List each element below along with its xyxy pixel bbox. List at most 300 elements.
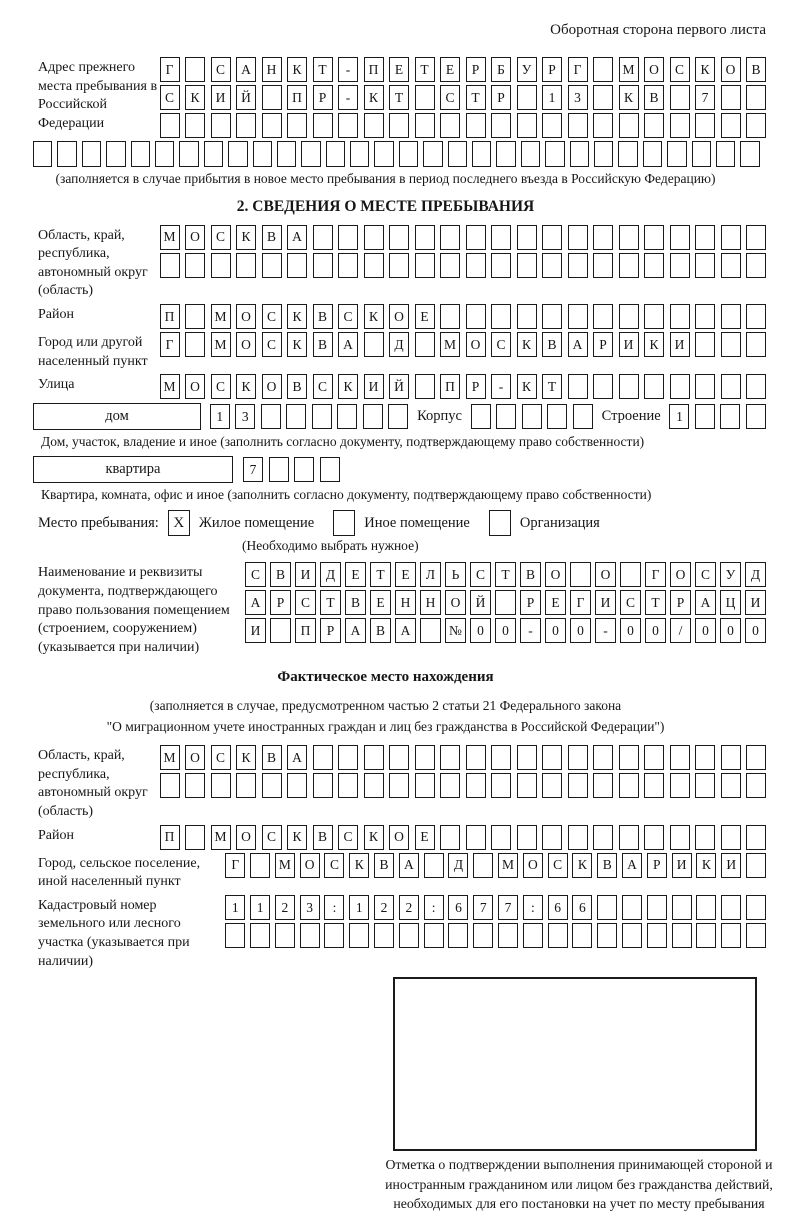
char-cell	[542, 113, 562, 138]
char-cell	[619, 304, 639, 329]
cadastral-cells	[225, 895, 766, 948]
char-cell: Г	[570, 590, 591, 615]
char-cell: К	[644, 332, 664, 357]
actual-region-label: Область, край, республика, автономный округ (область)	[38, 748, 148, 820]
char-cell	[670, 85, 690, 110]
char-cell: 0	[545, 618, 566, 643]
char-cell: 2	[374, 895, 394, 920]
char-cell: Т	[542, 374, 562, 399]
char-cell: О	[595, 562, 616, 587]
char-cell	[440, 225, 460, 250]
char-cell: С	[262, 332, 282, 357]
char-cell: Е	[345, 562, 366, 587]
char-cell	[721, 113, 741, 138]
char-cell	[294, 457, 314, 482]
char-cell	[338, 113, 358, 138]
char-cell	[517, 745, 537, 770]
char-cell	[517, 773, 537, 798]
char-cell: 1	[210, 404, 230, 429]
char-cell: О	[466, 332, 486, 357]
region-field	[5, 225, 766, 301]
char-cell	[619, 773, 639, 798]
char-cell: О	[644, 57, 664, 82]
char-cell	[466, 113, 486, 138]
char-cell	[466, 825, 486, 850]
char-cell	[415, 332, 435, 357]
char-cell: 0	[495, 618, 516, 643]
char-cell: Б	[491, 57, 511, 82]
district-row	[160, 304, 767, 329]
char-cell: О	[523, 853, 543, 878]
char-cell: 0	[470, 618, 491, 643]
char-cell: И	[619, 332, 639, 357]
char-cell	[523, 923, 543, 948]
char-cell: 6	[572, 895, 592, 920]
char-cell	[448, 141, 467, 167]
char-cell	[262, 113, 282, 138]
document-row-2	[245, 590, 766, 615]
char-cell	[670, 745, 690, 770]
char-cell: П	[364, 57, 384, 82]
char-cell	[491, 113, 511, 138]
char-cell: К	[517, 332, 537, 357]
char-cell	[746, 374, 766, 399]
char-cell	[415, 773, 435, 798]
prev-address-label: Адрес прежнего места пребывания в Российской Федерации	[38, 60, 158, 131]
char-cell	[415, 745, 435, 770]
char-cell	[423, 141, 442, 167]
char-cell	[496, 404, 516, 429]
char-cell	[300, 923, 320, 948]
char-cell: С	[313, 374, 333, 399]
char-cell	[466, 745, 486, 770]
char-cell: 1	[225, 895, 245, 920]
char-cell	[313, 225, 333, 250]
char-cell	[338, 253, 358, 278]
char-cell	[337, 404, 357, 429]
char-cell	[324, 923, 344, 948]
actual-location-note-2: "О миграционном учете иностранных граждан и лиц без гражданства в Российской Федерации")	[106, 719, 665, 735]
char-cell	[568, 745, 588, 770]
char-cell	[643, 141, 662, 167]
actual-city-cells	[225, 853, 766, 878]
char-cell	[547, 404, 567, 429]
char-cell	[160, 113, 180, 138]
char-cell	[491, 225, 511, 250]
city-label: Город или другой населенный пункт	[38, 334, 148, 369]
char-cell: А	[236, 57, 256, 82]
house-caption: Дом, участок, владение и иное (заполнить согласно документу, подтверждающему право собственности)	[41, 434, 645, 450]
char-cell: В	[746, 57, 766, 82]
char-cell: Ь	[445, 562, 466, 587]
char-cell: В	[370, 618, 391, 643]
char-cell: Е	[440, 57, 460, 82]
char-cell	[185, 253, 205, 278]
char-cell	[568, 825, 588, 850]
char-cell	[746, 332, 766, 357]
char-cell: К	[287, 304, 307, 329]
char-cell	[364, 773, 384, 798]
char-cell: К	[287, 57, 307, 82]
char-cell	[695, 332, 715, 357]
char-cell: С	[620, 590, 641, 615]
char-cell	[572, 923, 592, 948]
korpus-cells	[471, 404, 593, 429]
char-cell	[545, 141, 564, 167]
stay-type-note: (Необходимо выбрать нужное)	[242, 538, 419, 554]
char-cell	[517, 225, 537, 250]
char-cell	[313, 253, 333, 278]
char-cell: К	[572, 853, 592, 878]
char-cell: Й	[470, 590, 491, 615]
char-cell	[185, 825, 205, 850]
char-cell	[185, 773, 205, 798]
stay-type-row	[38, 510, 766, 536]
char-cell	[261, 404, 281, 429]
char-cell	[644, 225, 664, 250]
section2-title: 2. СВЕДЕНИЯ О МЕСТЕ ПРЕБЫВАНИЯ	[236, 197, 535, 215]
street-field	[5, 374, 766, 399]
char-cell: 3	[300, 895, 320, 920]
stroenie-cells	[669, 404, 766, 429]
char-cell: :	[523, 895, 543, 920]
char-cell: У	[517, 57, 537, 82]
char-cell	[313, 773, 333, 798]
char-cell	[721, 895, 741, 920]
char-cell	[364, 745, 384, 770]
char-cell	[269, 457, 289, 482]
char-cell	[389, 253, 409, 278]
char-cell: 0	[620, 618, 641, 643]
char-cell: Г	[160, 332, 180, 357]
street-cells	[160, 374, 767, 399]
char-cell	[415, 85, 435, 110]
actual-location-note-1: (заполняется в случае, предусмотренном частью 2 статьи 21 Федерального закона	[149, 698, 622, 714]
char-cell	[721, 773, 741, 798]
char-cell: Р	[313, 85, 333, 110]
char-cell	[542, 225, 562, 250]
char-cell	[374, 923, 394, 948]
char-cell: Е	[395, 562, 416, 587]
char-cell: П	[160, 825, 180, 850]
char-cell: 7	[473, 895, 493, 920]
char-cell	[695, 825, 715, 850]
apartment-cells	[243, 457, 340, 482]
char-cell: Г	[225, 853, 245, 878]
char-cell: Т	[313, 57, 333, 82]
char-cell	[250, 853, 270, 878]
char-cell: О	[300, 853, 320, 878]
char-cell	[619, 825, 639, 850]
char-cell: 0	[720, 618, 741, 643]
char-cell: Р	[270, 590, 291, 615]
char-cell	[670, 113, 690, 138]
char-cell	[236, 113, 256, 138]
char-cell: Р	[466, 374, 486, 399]
char-cell	[262, 85, 282, 110]
house-box: дом	[33, 403, 201, 430]
char-cell	[542, 825, 562, 850]
char-cell	[496, 141, 515, 167]
char-cell	[644, 745, 664, 770]
char-cell: С	[338, 304, 358, 329]
char-cell	[568, 225, 588, 250]
char-cell: С	[338, 825, 358, 850]
char-cell: О	[545, 562, 566, 587]
char-cell: В	[644, 85, 664, 110]
char-cell	[211, 773, 231, 798]
char-cell	[389, 745, 409, 770]
char-cell: У	[720, 562, 741, 587]
char-cell: И	[245, 618, 266, 643]
char-cell	[619, 253, 639, 278]
char-cell: В	[542, 332, 562, 357]
char-cell: И	[672, 853, 692, 878]
char-cell	[619, 225, 639, 250]
char-cell	[542, 773, 562, 798]
char-cell	[286, 404, 306, 429]
char-cell	[568, 113, 588, 138]
region-cells	[160, 225, 767, 278]
actual-city-field	[5, 853, 766, 892]
char-cell: А	[245, 590, 266, 615]
document-label: Наименование и реквизиты документа, подтверждающего право пользования помещением (строением, сооружением) (указывается при наличии)	[38, 565, 230, 655]
char-cell: К	[364, 85, 384, 110]
char-cell	[364, 332, 384, 357]
document-field	[5, 562, 766, 657]
char-cell: О	[445, 590, 466, 615]
char-cell: И	[745, 590, 766, 615]
char-cell: №	[445, 618, 466, 643]
char-cell: Т	[320, 590, 341, 615]
city-row	[160, 332, 767, 357]
char-cell	[593, 825, 613, 850]
char-cell: П	[440, 374, 460, 399]
char-cell	[440, 253, 460, 278]
char-cell: -	[338, 57, 358, 82]
char-cell	[185, 304, 205, 329]
cadastral-label: Кадастровый номер земельного или лесного участка (указывается при наличии)	[38, 897, 190, 969]
char-cell	[326, 141, 345, 167]
char-cell: М	[160, 374, 180, 399]
char-cell: С	[548, 853, 568, 878]
char-cell: 7	[695, 85, 715, 110]
char-cell: О	[670, 562, 691, 587]
char-cell: С	[160, 85, 180, 110]
char-cell	[399, 923, 419, 948]
char-cell	[57, 141, 76, 167]
char-cell: И	[364, 374, 384, 399]
char-cell: М	[619, 57, 639, 82]
char-cell	[593, 85, 613, 110]
char-cell	[716, 141, 735, 167]
char-cell	[644, 374, 664, 399]
char-cell: К	[517, 374, 537, 399]
char-cell	[338, 745, 358, 770]
char-cell: Е	[415, 825, 435, 850]
char-cell: А	[395, 618, 416, 643]
char-cell: Т	[466, 85, 486, 110]
char-cell	[160, 253, 180, 278]
char-cell: О	[236, 304, 256, 329]
street-label: Улица	[38, 377, 75, 393]
prev-address-cells	[160, 57, 767, 138]
char-cell	[250, 923, 270, 948]
char-cell	[670, 304, 690, 329]
actual-city-label: Город, сельское поселение, иной населенный пункт	[38, 855, 201, 890]
char-cell	[721, 253, 741, 278]
actual-location-title: Фактическое место нахождения	[277, 669, 494, 686]
char-cell	[185, 332, 205, 357]
char-cell	[542, 745, 562, 770]
char-cell: К	[287, 332, 307, 357]
char-cell	[746, 773, 766, 798]
char-cell	[364, 225, 384, 250]
char-cell: М	[211, 825, 231, 850]
char-cell	[746, 895, 766, 920]
char-cell	[620, 562, 641, 587]
char-cell: И	[721, 853, 741, 878]
char-cell	[320, 457, 340, 482]
char-cell	[473, 853, 493, 878]
char-cell: М	[440, 332, 460, 357]
city-field	[5, 332, 766, 371]
char-cell: С	[470, 562, 491, 587]
char-cell: -	[595, 618, 616, 643]
char-cell	[619, 745, 639, 770]
char-cell: С	[295, 590, 316, 615]
char-cell	[473, 923, 493, 948]
char-cell	[262, 253, 282, 278]
char-cell	[597, 895, 617, 920]
char-cell: Г	[160, 57, 180, 82]
char-cell	[420, 618, 441, 643]
document-row-1	[245, 562, 766, 587]
char-cell: В	[313, 304, 333, 329]
char-cell	[695, 745, 715, 770]
house-number-cells	[210, 404, 409, 429]
district-field	[5, 304, 766, 329]
char-cell: А	[622, 853, 642, 878]
char-cell	[363, 404, 383, 429]
char-cell	[440, 745, 460, 770]
char-cell: К	[236, 225, 256, 250]
char-cell	[644, 773, 664, 798]
char-cell: С	[440, 85, 460, 110]
house-row	[33, 403, 766, 430]
char-cell	[593, 745, 613, 770]
checkbox-zhiloe: X	[168, 510, 190, 536]
char-cell	[746, 923, 766, 948]
char-cell: В	[262, 225, 282, 250]
char-cell	[542, 253, 562, 278]
char-cell: Н	[395, 590, 416, 615]
char-cell: В	[345, 590, 366, 615]
char-cell: О	[236, 332, 256, 357]
region-row-1	[160, 225, 767, 250]
char-cell	[498, 923, 518, 948]
char-cell	[179, 141, 198, 167]
char-cell	[388, 404, 408, 429]
char-cell: -	[491, 374, 511, 399]
char-cell	[313, 745, 333, 770]
char-cell: К	[236, 374, 256, 399]
char-cell	[517, 825, 537, 850]
char-cell	[313, 113, 333, 138]
char-cell: Н	[420, 590, 441, 615]
char-cell: О	[185, 374, 205, 399]
char-cell	[440, 113, 460, 138]
cadastral-row-2	[225, 923, 766, 948]
char-cell	[312, 404, 332, 429]
char-cell: А	[399, 853, 419, 878]
char-cell: С	[211, 57, 231, 82]
char-cell	[568, 374, 588, 399]
char-cell: 0	[745, 618, 766, 643]
char-cell: П	[160, 304, 180, 329]
prev-address-row-3	[160, 113, 767, 138]
apartment-caption: Квартира, комната, офис и иное (заполнить согласно документу, подтверждающему право собственности)	[41, 486, 652, 502]
char-cell: А	[345, 618, 366, 643]
char-cell	[399, 141, 418, 167]
char-cell: Й	[236, 85, 256, 110]
char-cell	[667, 141, 686, 167]
char-cell	[338, 225, 358, 250]
char-cell: С	[245, 562, 266, 587]
char-cell	[389, 225, 409, 250]
char-cell	[670, 225, 690, 250]
char-cell	[211, 253, 231, 278]
char-cell: С	[491, 332, 511, 357]
char-cell: И	[295, 562, 316, 587]
char-cell	[695, 253, 715, 278]
char-cell	[746, 113, 766, 138]
char-cell: 3	[568, 85, 588, 110]
char-cell: С	[211, 225, 231, 250]
char-cell: В	[270, 562, 291, 587]
checkbox-inoe	[333, 510, 355, 536]
char-cell	[746, 225, 766, 250]
char-cell	[696, 923, 716, 948]
char-cell: Р	[320, 618, 341, 643]
actual-region-cells	[160, 745, 767, 798]
char-cell	[491, 304, 511, 329]
prev-address-overflow-row	[33, 141, 766, 167]
char-cell: 1	[349, 895, 369, 920]
district-label: Район	[38, 306, 74, 322]
char-cell: М	[275, 853, 295, 878]
actual-region-row-2	[160, 773, 767, 798]
char-cell	[644, 304, 664, 329]
char-cell: В	[597, 853, 617, 878]
char-cell: С	[211, 374, 231, 399]
char-cell	[670, 253, 690, 278]
char-cell: Р	[491, 85, 511, 110]
char-cell	[236, 253, 256, 278]
actual-city-row	[225, 853, 766, 878]
char-cell: 6	[548, 895, 568, 920]
char-cell	[622, 895, 642, 920]
char-cell	[593, 225, 613, 250]
char-cell: К	[287, 825, 307, 850]
char-cell: Т	[495, 562, 516, 587]
char-cell: М	[160, 745, 180, 770]
char-cell	[466, 304, 486, 329]
char-cell: С	[211, 745, 231, 770]
char-cell	[670, 374, 690, 399]
actual-region-row-1	[160, 745, 767, 770]
char-cell	[644, 113, 664, 138]
